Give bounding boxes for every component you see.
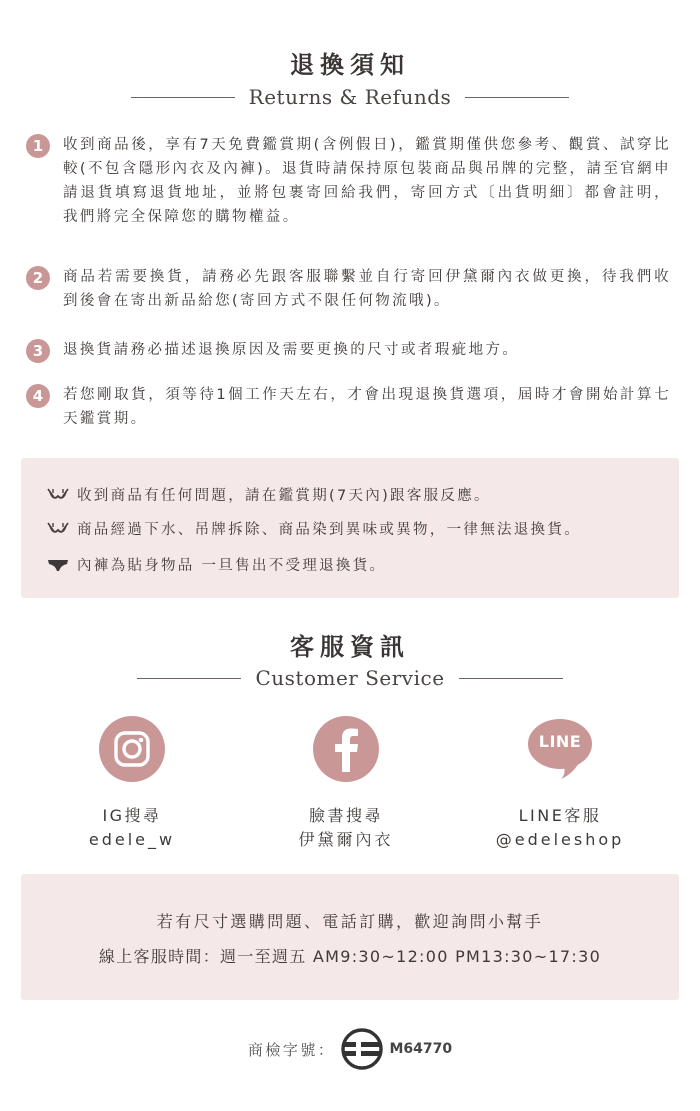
- number-badge: 4: [26, 384, 50, 408]
- number-badge: 2: [26, 266, 50, 290]
- bsmi-mark-icon: [339, 1026, 385, 1072]
- rule-text: 退換貨請務必描述退換原因及需要更換的尺寸或者瑕疵地方。: [63, 342, 520, 358]
- note-item: [47, 554, 386, 575]
- divider-line: [465, 97, 569, 98]
- returns-subtitle-row: [0, 82, 700, 112]
- notes-box: [21, 458, 679, 598]
- service-title: 客服資訊: [290, 633, 410, 661]
- rule-item-4: [26, 383, 676, 431]
- number-badge: 3: [26, 339, 50, 363]
- contact-line-2: 線上客服時間：週一至週五 AM9:30~12:00 PM13:30~17:30: [98, 947, 602, 966]
- facebook-icon[interactable]: [313, 716, 379, 782]
- service-facebook[interactable]: [266, 716, 426, 852]
- returns-title: 退換須知: [290, 51, 410, 79]
- service-label: 臉書搜尋: [308, 806, 383, 825]
- divider-line: [131, 97, 235, 98]
- rule-text: 商品若需要換貨，請務必先跟客服聯繫並自行寄回伊黛爾內衣做更換，待我們收到後會在寄出新品給您(寄回方式不限任何物流哦)。: [63, 269, 671, 309]
- note-text: 商品經過下水、吊牌拆除、商品染到異味或異物，一律無法退換貨。: [77, 522, 581, 538]
- instagram-icon[interactable]: [99, 716, 165, 782]
- service-line[interactable]: [480, 716, 640, 852]
- note-item: [47, 518, 581, 539]
- note-text: 內褲為貼身物品 一旦售出不受理退換貨。: [77, 558, 387, 574]
- note-text: 收到商品有任何問題，請在鑑賞期(7天內)跟客服反應。: [77, 488, 491, 504]
- bsmi-code: M64770: [389, 1041, 453, 1057]
- number-badge: 1: [26, 134, 50, 158]
- note-item: [47, 484, 491, 505]
- returns-subtitle: Returns & Refunds: [248, 85, 452, 109]
- service-instagram[interactable]: [52, 716, 212, 852]
- service-subtitle: Customer Service: [255, 666, 445, 690]
- service-subtitle-row: [0, 663, 700, 693]
- bsmi-row: [0, 1026, 700, 1072]
- service-handle: @edeleshop: [495, 830, 625, 849]
- rule-text: 收到商品後，享有7天免費鑑賞期(含例假日)，鑑賞期僅供您參考、觀賞、試穿比較(不包含隱形內衣及內褲)。退貨時請保持原包裝商品與吊牌的完整，請至官網申請退貨填寫退貨地址，並將包裹寄回給我們，寄回方式〔出貨明細〕都會註明，我們將完全保障您的購物權益。: [63, 137, 671, 225]
- line-icon-text: LINE: [538, 732, 582, 751]
- bra-icon: [47, 520, 69, 538]
- rule-item-2: [26, 265, 676, 313]
- bra-icon: [47, 486, 69, 504]
- service-handle: edele_w: [88, 830, 176, 849]
- contact-box: [21, 874, 679, 1000]
- rule-item-1: [26, 133, 676, 229]
- bsmi-label: 商檢字號：: [247, 1040, 336, 1059]
- contact-line-1: 若有尺寸選購問題、電話訂購，歡迎詢問小幫手: [156, 912, 544, 931]
- service-label: IG搜尋: [102, 806, 162, 825]
- service-label: LINE客服: [518, 806, 602, 825]
- divider-line: [459, 678, 563, 679]
- service-handle: 伊黛爾內衣: [298, 830, 394, 849]
- divider-line: [137, 678, 241, 679]
- line-icon[interactable]: [527, 716, 593, 782]
- panties-icon: [47, 556, 69, 574]
- rule-item-3: [26, 338, 676, 363]
- rule-text: 若您剛取貨，須等待1個工作天左右，才會出現退換貨選項，屆時才會開始計算七天鑑賞期。: [63, 387, 671, 427]
